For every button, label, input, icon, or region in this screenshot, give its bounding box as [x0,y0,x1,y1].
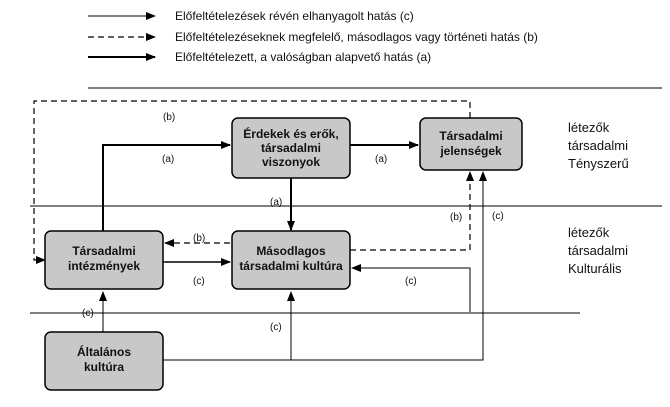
legend-label-c: Előfeltételezések révén elhanyagolt hatás (c) [175,9,414,23]
side-label-kulturalis [568,225,628,276]
edge-c-right [352,268,470,312]
side-label-tenyszeru [568,120,629,171]
edge-label-c-jel: (c) [492,211,504,222]
box-masodlagos-line1: Másodlagos [256,244,326,258]
edge-label-c-left: (c) [82,308,94,319]
box-intezmenyek [45,231,163,289]
edge-label-c-right: (c) [405,276,417,287]
edge-c-bottom [163,312,483,360]
box-masodlagos-line2: társadalmi kultúra [239,259,343,273]
box-masodlagos [232,231,350,289]
box-altalanos-line1: Általános [76,345,132,359]
edge-label-c-mid: (c) [193,276,205,287]
edge-label-b-top: (b) [163,112,176,123]
box-erdekek-line2: társadalmi [260,141,322,155]
box-altalanos-line2: kultúra [83,360,125,374]
edge-b-jel [350,172,470,250]
box-intezmenyek-line2: intézmények [67,259,141,273]
legend [88,9,538,64]
box-jelensegek [420,118,522,170]
box-altalanos [45,332,163,390]
legend-label-b: Előfeltételezéseknek megfelelő, másodlagos vagy történeti hatás (b) [175,30,538,44]
edge-label-a-mid: (a) [270,197,283,208]
box-intezmenyek-line1: Társadalmi [72,244,136,258]
legend-label-a: Előfeltételezett, a valóságban alapvető hatás (a) [175,50,432,64]
side-tenyszeru-line2: társadalmi [568,138,628,153]
box-jelensegek-line2: jelenségek [440,144,502,158]
side-tenyszeru-line1: Tényszerű [568,156,629,171]
box-erdekek-line1: Érdekek és erők, [243,127,339,141]
edge-label-c-bottom: (c) [270,322,282,333]
box-jelensegek-line1: Társadalmi [439,129,503,143]
side-kulturalis-line2: társadalmi [568,243,628,258]
edge-label-a-left: (a) [162,154,175,165]
box-erdekek [232,118,350,178]
box-erdekek-line3: viszonyok [261,155,321,169]
side-kulturalis-line1: Kulturális [568,261,622,276]
edge-label-a-right: (a) [375,154,388,165]
edge-label-b-jel: (b) [450,212,463,223]
side-kulturalis-line3: létezők [568,225,610,240]
side-tenyszeru-line3: létezők [568,120,610,135]
edge-label-b-mid: (b) [193,233,206,244]
